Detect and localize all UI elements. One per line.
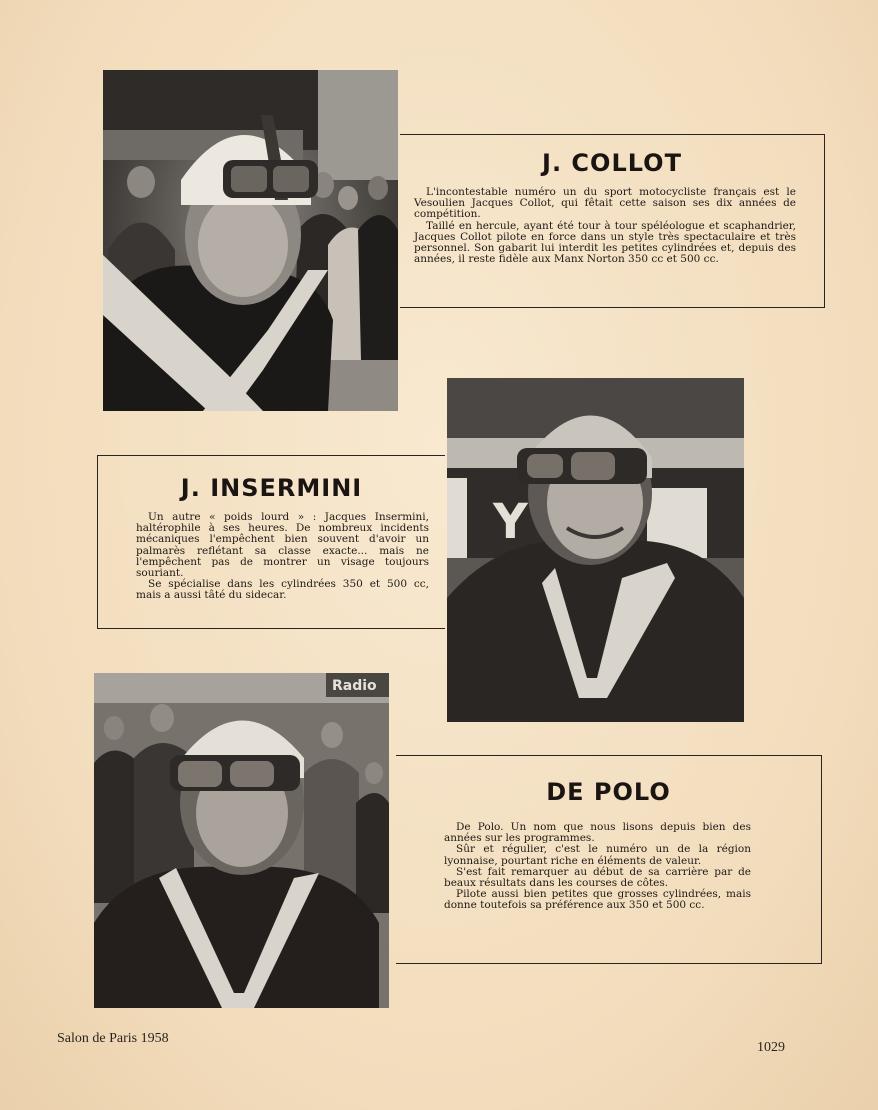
de-polo-paragraph: Pilote aussi bien petites que grosses cylindrées, mais donne toutefois sa préférence aux 350 et 500 cc. (444, 888, 751, 912)
publication-footer: Salon de Paris 1958 (57, 1031, 169, 1046)
collot-paragraph: Taillé en hercule, ayant été tour à tour spéléologue et scaphandrier, Jacques Collot pilote en force dans un style très spectaculaire et très personnel. Son gabarit lui interdit les petites cylindrées et, depuis des années, il reste fidèle aux Manx Norton 350 cc et 500 cc. (414, 219, 796, 266)
de-polo-caption-box (396, 755, 822, 964)
de-polo-paragraph: De Polo. Un nom que nous lisons depuis bien des années sur les programmes. (444, 821, 751, 845)
collot-caption-box (400, 134, 825, 308)
insermini-banner-letter: Y (493, 494, 528, 550)
rider-name-de-polo: DE POLO (546, 778, 671, 806)
rider-name-insermini: J. INSERMINI (180, 474, 363, 502)
rider-name-collot: J. COLLOT (542, 149, 682, 177)
photo-de-polo (94, 673, 389, 1008)
radio-sign-text: Radio (332, 678, 377, 694)
de-polo-paragraph: Sûr et régulier, c'est le numéro un de la région lyonnaise, pourtant riche en éléments de valeur. (444, 843, 751, 867)
insermini-paragraph: Se spécialise dans les cylindrées 350 et 500 cc, mais a aussi tâté du sidecar. (136, 578, 429, 602)
collot-paragraph: L'incontestable numéro un du sport motocycliste français est le Vesoulien Jacques Collot, qui fêtait cette saison ses dix années de compétition. (414, 186, 796, 221)
photo-insermini (447, 378, 744, 722)
insermini-caption-box (97, 455, 445, 629)
page-number: 1029 (757, 1040, 785, 1055)
photo-collot (103, 70, 398, 411)
de-polo-paragraph: S'est fait remarquer au début de sa carrière par de beaux résultats dans les courses de côtes. (444, 865, 751, 890)
insermini-paragraph: Un autre « poids lourd » : Jacques Insermini, haltérophile à ses heures. De nombreux incidents mécaniques l'empêchent bien souvent d'avoir un palmarès reflétant sa classe exacte... mais ne l'empêchent pas de montrer un visage toujours souriant. (136, 511, 429, 580)
